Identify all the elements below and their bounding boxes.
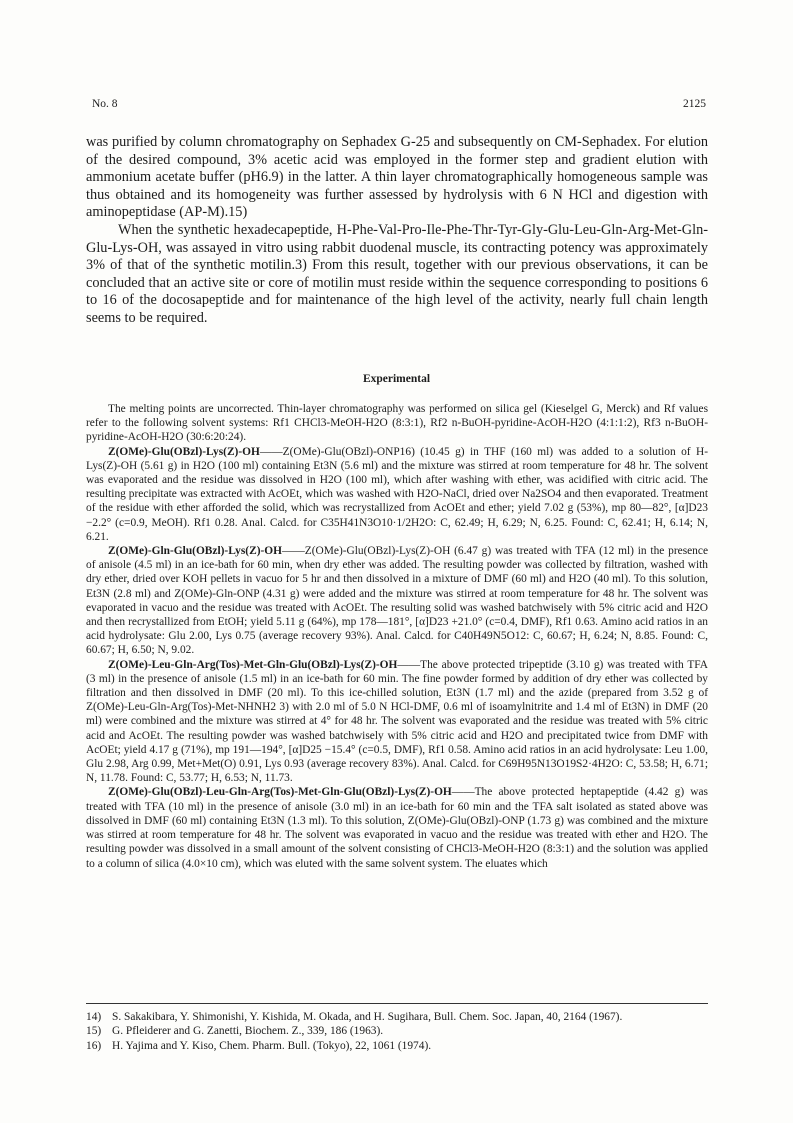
section-title-experimental: Experimental [362,373,431,385]
compound-title: Z(OMe)-Gln-Glu(OBzl)-Lys(Z)-OH [108,545,283,558]
experimental-section [86,402,708,871]
compound-procedure: ——Z(OMe)-Glu(OBzl)-Lys(Z)-OH (6.47 g) was treated with TFA (12 ml) in the presence of anisole (4.5 ml) in an ice-bath for 60 min, when dry ether was added. The resulting powder was collected by filtration, washed with dry ether, dried over KOH pellets in vacuo for 5 hr and then dissolved in a mixture of DMF (60 ml) and H2O (40 ml). To this solution, Et3N (2.8 ml) and Z(OMe)-Gln-ONP (4.31 g) were added and the mixture was stirred at room temperature for 48 hr. The solvent was evaporated in vacuo and the residue was treated with AcOEt. The resulting solid was washed batchwisely with 5% citric acid and H2O and then recrystallized from EtOH; yield 5.11 g (64%), mp 178—181°, [α]D23 +21.0° (c=0.4, DMF), Rf1 0.63. Amino acid ratios in an acid hydrolysate: Glu 2.00, Lys 0.75 (average recovery 93%). Anal. Calcd. for C40H49N5O12: C, 60.67; H, 6.24; N, 8.85. Found: C, 60.67; H, 6.50; N, 9.02. [86,545,708,657]
compound-title: Z(OMe)-Glu(OBzl)-Leu-Gln-Arg(Tos)-Met-Gln-Glu(OBzl)-Lys(Z)-OH [108,786,452,799]
references-list [86,1010,708,1053]
reference-text: S. Sakakibara, Y. Shimonishi, Y. Kishida, M. Okada, and H. Sugihara, Bull. Chem. Soc. Japan, 40, 2164 (1967). [112,1011,623,1023]
compound-procedure: ——Z(OMe)-Glu(OBzl)-ONP16) (10.45 g) in THF (160 ml) was added to a solution of H-Lys(Z)-OH (5.61 g) in H2O (100 ml) containing Et3N (5.6 ml) and the mixture was stirred at room temperature for 48 hr. The solvent was evaporated and the residue was dissolved in H2O (100 ml), which after washing with ether, was acidified with citric acid. The resulting precipitate was extracted with AcOEt, which was washed with H2O-NaCl, dried over Na2SO4 and then evaporated. Treatment of the residue with ether afforded the solid, which was recrystallized from AcOEt and ether; yield 7.02 g (53%), mp 80—82°, [α]D23 −2.2° (c=0.9, MeOH). Rf1 0.28. Anal. Calcd. for C35H41N3O10·1/2H2O: C, 62.49; H, 6.29; N, 6.25. Found: C, 62.41; H, 6.14; N, 6.21. [86,445,708,543]
compound-entry-2 [86,544,708,658]
footnote-divider [86,1003,708,1004]
compound-procedure: ——The above protected tripeptide (3.10 g) was treated with TFA (3 ml) in the presence of anisole (1.5 ml) in an ice-bath for 60 min. The fine powder formed by addition of dry ether was collected by filtration and then dissolved in DMF (20 ml). To this ice-chilled solution, Et3N (1.7 ml) and the azide (prepared from 3.52 g of Z(OMe)-Leu-Gln-Arg(Tos)-Met-NHNH2 3) with 2.0 ml of 5.0 N HCl-DMF, 0.6 ml of isoamylnitrite and 1.4 ml of Et3N) in DMF (20 ml) were combined and the mixture was stirred at 4° for 48 hr. The solvent was evaporated and the residue was treated with 5% citric acid and AcOEt. The resulting powder was washed batchwisely with 5% citric acid and H2O and precipitated twice from DMF with AcOEt; yield 4.17 g (71%), mp 191—194°, [α]D25 −15.4° (c=0.5, DMF), Rf1 0.58. Amino acid ratios in an acid hydrolysate: Leu 1.00, Glu 2.98, Arg 0.99, Met+Met(O) 0.91, Lys 0.93 (average recovery 83%). Anal. Calcd. for C69H95N13O19S2·4H2O: C, 53.58; H, 6.71; N, 11.78. Found: C, 53.77; H, 6.53; N, 11.73. [86,658,708,785]
compound-title: Z(OMe)-Glu(OBzl)-Lys(Z)-OH [108,445,260,458]
reference-text: H. Yajima and Y. Kiso, Chem. Pharm. Bull. (Tokyo), 22, 1061 (1974). [112,1039,432,1052]
intro-paragraph-1: was purified by column chromatography on Sephadex G-25 and subsequently on CM-Sephadex. For elution of the desired compound, 3% acetic acid was employed in the former step and gradient elution with ammonium acetate buffer (pH6.9) in the latter. A thin layer chromatographically homogeneous sample was thus obtained and its homogeneity was further assessed by hydrolysis with 6 N HCl and digestion with aminopeptidase (AP-M).15) [86,134,708,221]
running-header [92,98,706,114]
compound-entry-4 [86,785,708,870]
reference-number: 16) [86,1039,102,1052]
reference-item [86,1039,708,1053]
reference-number: 15) [86,1025,102,1038]
reference-text: G. Pfleiderer and G. Zanetti, Biochem. Z., 339, 186 (1963). [112,1025,384,1038]
compound-entry-3 [86,658,708,786]
compound-title: Z(OMe)-Leu-Gln-Arg(Tos)-Met-Gln-Glu(OBzl)-Lys(Z)-OH [108,658,398,671]
compound-entry-1 [86,445,708,544]
issue-number: No. 8 [92,98,118,110]
reference-item [86,1010,708,1024]
intro-paragraph-2: When the synthetic hexadecapeptide, H-Phe-Val-Pro-Ile-Phe-Thr-Tyr-Gly-Glu-Leu-Gln-Arg-Met-Gln-Glu-Lys-OH, was assayed in vitro using rabbit duodenal muscle, its contracting potency was approximately 3% of that of the synthetic motilin.3) From this result, together with our previous observations, it can be concluded that an active site or core of motilin must reside within the sequence corresponding to positions 6 to 16 of the docosapeptide and for maintenance of the high level of the activity, nearly full chain length seems to be required. [86,221,708,326]
intro-text [86,134,708,328]
reference-number: 14) [86,1011,102,1023]
reference-item [86,1024,708,1038]
page-number: 2125 [683,98,706,110]
experimental-general: The melting points are uncorrected. Thin-layer chromatography was performed on silica gel (Kieselgel G, Merck) and Rf values refer to the following solvent systems: Rf1 CHCl3-MeOH-H2O (8:3:1), Rf2 n-BuOH-pyridine-AcOH-H2O (4:1:1:2), Rf3 n-BuOH-pyridine-AcOH-H2O (30:6:20:24). [86,403,708,444]
compound-procedure: ——The above protected heptapeptide (4.42 g) was treated with TFA (10 ml) in the presence of anisole (3.0 ml) in an ice-bath for 60 min and the TFA salt isolated as stated above was dissolved in DMF (60 ml) containing Et3N (1.3 ml). To this solution, Z(OMe)-Glu(OBzl)-ONP (1.73 g) was combined and the mixture was stirred at room temperature for 48 hr. The solvent was evaporated in vacuo and the residue was treated with ether and H2O. The resulting powder was dissolved in a small amount of the solvent consisting of CHCl3-MeOH-H2O (8:3:1) and the solution was applied to a column of silica (4.0×10 cm), which was eluted with the same solvent system. The eluates which [86,786,708,870]
